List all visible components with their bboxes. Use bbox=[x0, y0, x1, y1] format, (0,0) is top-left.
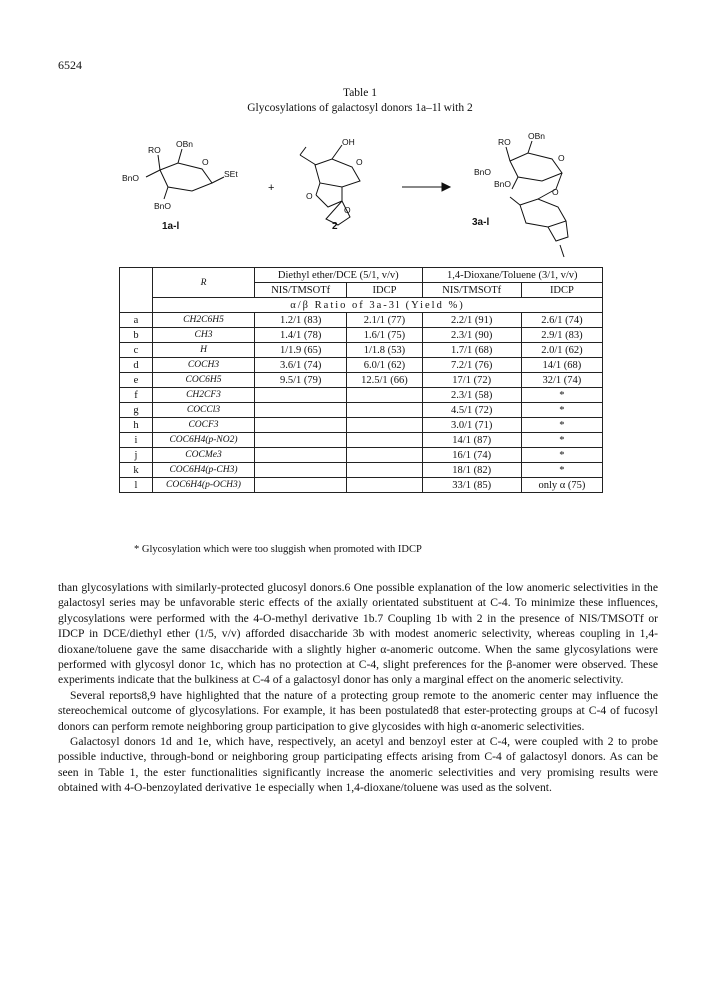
product-bno2-label: BnO bbox=[494, 179, 512, 189]
row-id-cell: e bbox=[120, 373, 153, 388]
row-value-cell: 32/1 (74) bbox=[521, 373, 602, 388]
reaction-scheme-drawing bbox=[120, 125, 620, 265]
row-value-cell bbox=[347, 478, 422, 493]
product-ring-oxygen: O bbox=[558, 153, 565, 163]
row-r-cell: COCH3 bbox=[153, 358, 255, 373]
row-value-cell: 1.6/1 (75) bbox=[347, 328, 422, 343]
row-value-cell: 6.0/1 (62) bbox=[347, 358, 422, 373]
row-value-cell: 9.5/1 (79) bbox=[255, 373, 347, 388]
row-r-cell: CH2CF3 bbox=[153, 388, 255, 403]
row-id-cell: g bbox=[120, 403, 153, 418]
row-value-cell bbox=[255, 433, 347, 448]
donor-bno-label: BnO bbox=[122, 173, 140, 183]
table-body bbox=[120, 313, 603, 493]
row-r-cell: COCMe3 bbox=[153, 448, 255, 463]
donor-obn-label: OBn bbox=[176, 139, 194, 149]
table-row bbox=[120, 448, 603, 463]
row-value-cell: 1.4/1 (78) bbox=[255, 328, 347, 343]
table-row bbox=[120, 433, 603, 448]
header-promoter-1: NIS/TMSOTf bbox=[255, 283, 347, 298]
row-r-cell: COC6H4(p-NO2) bbox=[153, 433, 255, 448]
header-promoter-2: IDCP bbox=[347, 283, 422, 298]
table-row bbox=[120, 388, 603, 403]
row-value-cell bbox=[255, 403, 347, 418]
product-obn-label: OBn bbox=[528, 131, 546, 141]
row-value-cell bbox=[347, 403, 422, 418]
table-row bbox=[120, 478, 603, 493]
product-ro-label: RO bbox=[498, 137, 511, 147]
row-id-cell: d bbox=[120, 358, 153, 373]
row-value-cell: 1.7/1 (68) bbox=[422, 343, 521, 358]
donor-ro-label: RO bbox=[148, 145, 161, 155]
row-value-cell bbox=[347, 418, 422, 433]
row-value-cell: 1.2/1 (83) bbox=[255, 313, 347, 328]
row-value-cell: 2.1/1 (77) bbox=[347, 313, 422, 328]
row-value-cell bbox=[255, 463, 347, 478]
row-id-cell: a bbox=[120, 313, 153, 328]
table-row bbox=[120, 328, 603, 343]
table-row bbox=[120, 343, 603, 358]
table-row bbox=[120, 313, 603, 328]
row-value-cell: 7.2/1 (76) bbox=[422, 358, 521, 373]
row-value-cell: * bbox=[521, 403, 602, 418]
row-r-cell: COCCl3 bbox=[153, 403, 255, 418]
table-ratio-header-row bbox=[120, 298, 603, 313]
row-value-cell bbox=[347, 463, 422, 478]
paragraph-2: Several reports8,9 have highlighted that the nature of a protecting group remote to the anomeric center may influence the stereochemical outcome of glycosylations. For example, it has been postulated8 that ester-protecting groups at C-4 of fucosyl donors can perform remote neighboring group participation to give glycosides with high α-anomeric selectivities. bbox=[58, 688, 658, 733]
donor-ring-oxygen: O bbox=[202, 157, 209, 167]
header-promoter-3: NIS/TMSOTf bbox=[422, 283, 521, 298]
row-r-cell: H bbox=[153, 343, 255, 358]
acceptor-oxygen-label: O bbox=[306, 191, 313, 201]
page-number: 6524 bbox=[58, 58, 82, 72]
row-value-cell: * bbox=[521, 418, 602, 433]
row-value-cell bbox=[255, 478, 347, 493]
acceptor-oxygen2-label: O bbox=[344, 205, 351, 215]
row-value-cell: 2.3/1 (58) bbox=[422, 388, 521, 403]
row-id-cell: c bbox=[120, 343, 153, 358]
row-id-cell: k bbox=[120, 463, 153, 478]
row-r-cell: COC6H4(p-OCH3) bbox=[153, 478, 255, 493]
product-glycosidic-oxygen: O bbox=[552, 187, 559, 197]
row-value-cell: 1/1.9 (65) bbox=[255, 343, 347, 358]
table-header-solvent-row bbox=[120, 268, 603, 283]
row-id-cell: l bbox=[120, 478, 153, 493]
body-text bbox=[58, 580, 658, 796]
row-r-cell: CH3 bbox=[153, 328, 255, 343]
row-value-cell: 2.0/1 (62) bbox=[521, 343, 602, 358]
row-value-cell: only α (75) bbox=[521, 478, 602, 493]
row-value-cell: 12.5/1 (66) bbox=[347, 373, 422, 388]
row-value-cell: 16/1 (74) bbox=[422, 448, 521, 463]
plus-sign: + bbox=[268, 182, 275, 194]
row-value-cell bbox=[255, 448, 347, 463]
row-value-cell: 17/1 (72) bbox=[422, 373, 521, 388]
row-value-cell: 18/1 (82) bbox=[422, 463, 521, 478]
donor-bno2-label: BnO bbox=[154, 201, 172, 211]
row-value-cell bbox=[347, 433, 422, 448]
table-row bbox=[120, 418, 603, 433]
header-solvent-1: Diethyl ether/DCE (5/1, v/v) bbox=[255, 268, 423, 283]
row-value-cell: * bbox=[521, 433, 602, 448]
row-r-cell: COC6H4(p-CH3) bbox=[153, 463, 255, 478]
paragraph-3: Galactosyl donors 1d and 1e, which have, respectively, an acetyl and benzoyl ester at C-4, were coupled with 2 to probe possible inductive, through-bond or neighboring group participating effects arising from C-4 of galactosyl donors. As can be seen in Table 1, the ester functionalities significantly increase the anomeric selectivities and very promising results were obtained with 4-O-benzoylated derivative 1e especially when 1,4-dioxane/toluene was used as the solvent. bbox=[58, 735, 658, 795]
row-value-cell: 2.6/1 (74) bbox=[521, 313, 602, 328]
row-value-cell: 2.2/1 (91) bbox=[422, 313, 521, 328]
row-r-cell: COCF3 bbox=[153, 418, 255, 433]
row-value-cell bbox=[255, 388, 347, 403]
row-value-cell: 33/1 (85) bbox=[422, 478, 521, 493]
table-row bbox=[120, 403, 603, 418]
acceptor-oh-label: OH bbox=[342, 137, 355, 147]
header-promoter-4: IDCP bbox=[521, 283, 602, 298]
donor-compound-label: 1a-l bbox=[162, 221, 180, 232]
table-footnote: * Glycosylation which were too sluggish when promoted with IDCP bbox=[134, 544, 422, 555]
table-caption bbox=[0, 86, 720, 116]
row-value-cell: 2.3/1 (90) bbox=[422, 328, 521, 343]
header-solvent-2: 1,4-Dioxane/Toluene (3/1, v/v) bbox=[422, 268, 602, 283]
row-value-cell: * bbox=[521, 463, 602, 478]
table-row bbox=[120, 463, 603, 478]
donor-set-label: SEt bbox=[224, 169, 238, 179]
row-value-cell: * bbox=[521, 388, 602, 403]
results-table bbox=[119, 267, 603, 493]
row-id-cell: i bbox=[120, 433, 153, 448]
header-r-cell: R bbox=[153, 268, 255, 298]
row-value-cell: 14/1 (87) bbox=[422, 433, 521, 448]
product-bno-label: BnO bbox=[474, 167, 492, 177]
row-value-cell: 2.9/1 (83) bbox=[521, 328, 602, 343]
ratio-header: α/β Ratio of 3a-3l (Yield %) bbox=[153, 298, 603, 313]
row-value-cell bbox=[255, 418, 347, 433]
row-value-cell bbox=[347, 448, 422, 463]
product-compound-label: 3a-l bbox=[472, 217, 490, 228]
paragraph-1: than glycosylations with similarly-protected glucosyl donors.6 One possible explanation of the low anomeric selectivities in the galactosyl series may be unfavorable steric effects of the axially orientated substituent at C-4. To minimize these influences, glycosylations were performed with the 4-O-methyl derivative 1b.7 Coupling 1b with 2 in the presence of NIS/TMSOTf or IDCP in DCE/diethyl ether (1/5, v/v) afforded disaccharide 3b with modest anomeric selectivity, whereas coupling in 1,4-dioxane/toluene gave the same disaccharide with a slightly higher α-anomeric outcome. When the same glycosylations were performed with glycosyl donor 1c, which has no protection at C-4, slight preferences for the β-anomer were observed. These experiments indicate that the bulkiness at C-4 of a galactosyl donor has only a marginal effect on the anomeric selectivity. bbox=[58, 581, 658, 687]
table-title: Glycosylations of galactosyl donors 1a–1l with 2 bbox=[247, 102, 473, 114]
row-id-cell: b bbox=[120, 328, 153, 343]
table-label: Table 1 bbox=[342, 87, 377, 99]
acceptor-ring-oxygen: O bbox=[356, 157, 363, 167]
row-value-cell bbox=[347, 388, 422, 403]
row-id-cell: f bbox=[120, 388, 153, 403]
acceptor-compound-label: 2 bbox=[332, 221, 338, 232]
table-row bbox=[120, 373, 603, 388]
row-r-cell: CH2C6H5 bbox=[153, 313, 255, 328]
row-id-cell: h bbox=[120, 418, 153, 433]
row-id-cell: j bbox=[120, 448, 153, 463]
row-value-cell: 1/1.8 (53) bbox=[347, 343, 422, 358]
row-value-cell: 14/1 (68) bbox=[521, 358, 602, 373]
row-r-cell: COC6H5 bbox=[153, 373, 255, 388]
table-row bbox=[120, 358, 603, 373]
row-value-cell: * bbox=[521, 448, 602, 463]
header-id-cell bbox=[120, 268, 153, 313]
row-value-cell: 3.6/1 (74) bbox=[255, 358, 347, 373]
row-value-cell: 3.0/1 (71) bbox=[422, 418, 521, 433]
row-value-cell: 4.5/1 (72) bbox=[422, 403, 521, 418]
reaction-scheme bbox=[120, 125, 620, 265]
